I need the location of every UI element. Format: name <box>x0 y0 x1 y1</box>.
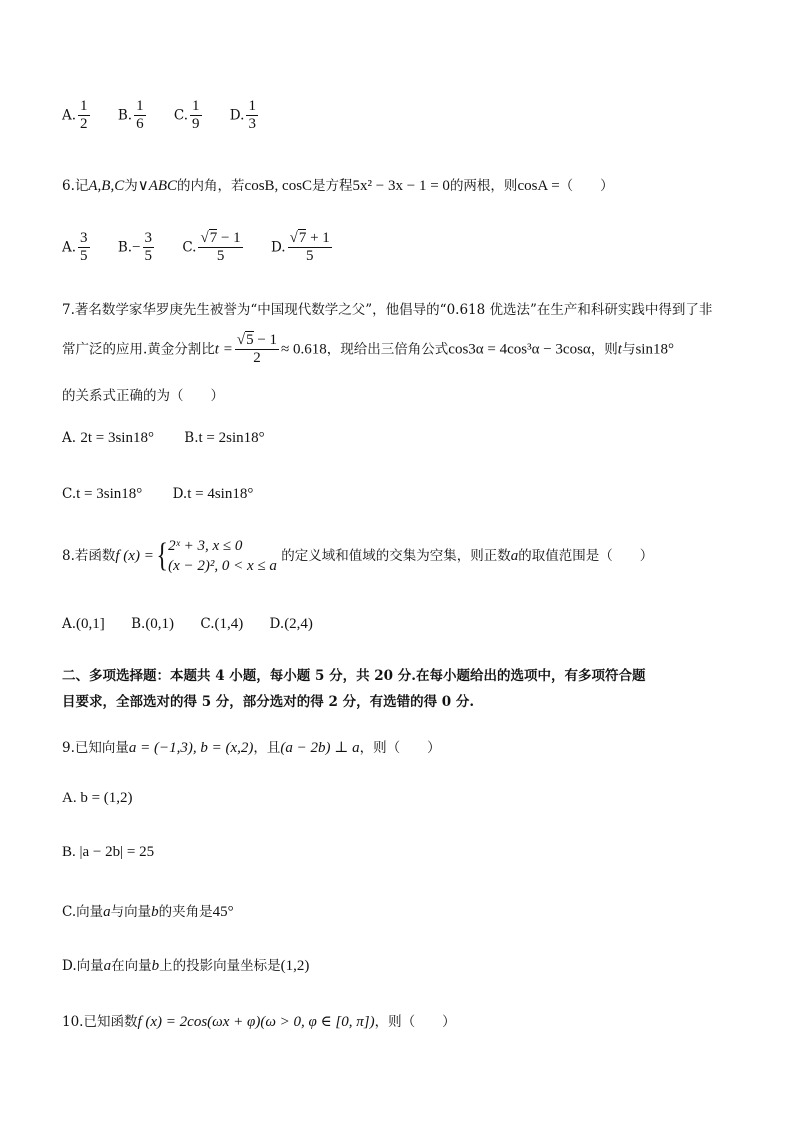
q9-option-b: B. |a − 2b| = 25 <box>62 844 155 860</box>
q8-option-b: B.(0,1) <box>131 616 175 632</box>
q7-line1: 7.著名数学家华罗庚先生被誉为“中国现代数学之父”，他倡导的“0.618 优选法”在生产和科研实践中得到了非 <box>62 302 713 318</box>
q7-options-ab <box>62 430 287 447</box>
q5-option-c: C. $\frac{1}{9}$ <box>173 98 200 133</box>
q8-option-a: A.(0,1] <box>62 616 105 632</box>
q7-line3: 的关系式正确的为（ ） <box>62 388 224 404</box>
q10-stem: 10.已知函数f (x) = 2cos(ωx + φ)(ω > 0, φ ∈ [0, π])，则（ ） <box>62 1014 456 1030</box>
q8-options <box>62 616 335 633</box>
q7-option-b: B.t = 2sin18° <box>184 430 265 446</box>
q8-stem: 8.若函数f (x) ={ 2ˣ + 3, x ≤ 0 (x − 2)², 0 < x ≤ a 的定义域和值域的交集为空集，则正数a的取值范围是（ ） <box>62 537 654 575</box>
q9-stem: 9.已知向量a = (−1,3), b = (x,2)，且(a − 2b) ⊥ a，则（ ） <box>62 740 441 756</box>
q7-option-c: C.t = 3sin18° <box>62 486 143 502</box>
q7-option-a: A. 2t = 3sin18° <box>62 430 154 446</box>
q7-option-d: D.t = 4sin18° <box>172 486 254 502</box>
section2-heading-line1: 二、多项选择题：本题共 4 小题，每小题 5 分，共 20 分.在每小题给出的选项中，有多项符合题 <box>62 668 646 684</box>
q6-options <box>62 230 356 266</box>
q7-line2: 常广泛的应用.黄金分割比t = $\frac{√5 - 1}{2}$ ≈ 0.618，现给出三倍角公式cos3α = 4cos³α − 3cosα，则t与sin18° <box>62 332 674 367</box>
q9-option-a: A. b = (1,2) <box>62 790 133 806</box>
q6-option-c: C. $\frac{√7 - 1}{5}$ <box>182 230 241 265</box>
q6-stem: 6.记A,B,C为∨ABC的内角，若cosB, cosC是方程5x² − 3x − 1 = 0的两根，则cosA =（ ） <box>62 178 614 194</box>
q9-option-c: C.向量a与向量b的夹角是45° <box>62 904 234 920</box>
q5-options <box>62 98 282 134</box>
q6-option-b: B.− $\frac{3}{5}$ <box>117 230 153 265</box>
q5-option-a: A. $\frac{1}{2}$ <box>62 98 88 133</box>
q8-option-d: D.(2,4) <box>269 616 313 632</box>
q8-option-c: C.(1,4) <box>200 616 244 632</box>
q5-option-d: D. $\frac{1}{3}$ <box>229 98 256 133</box>
q6-option-a: A. $\frac{3}{5}$ <box>62 230 88 265</box>
section2-heading-line2: 目要求，全部选对的得 5 分，部分选对的得 2 分，有选错的得 0 分. <box>62 694 475 710</box>
q6-option-d: D. $\frac{√7 + 1}{5}$ <box>270 230 330 265</box>
q5-option-b: B. $\frac{1}{6}$ <box>117 98 144 133</box>
q9-option-d: D.向量a在向量b上的投影向量坐标是(1,2) <box>62 958 310 974</box>
q7-options-cd <box>62 486 275 503</box>
